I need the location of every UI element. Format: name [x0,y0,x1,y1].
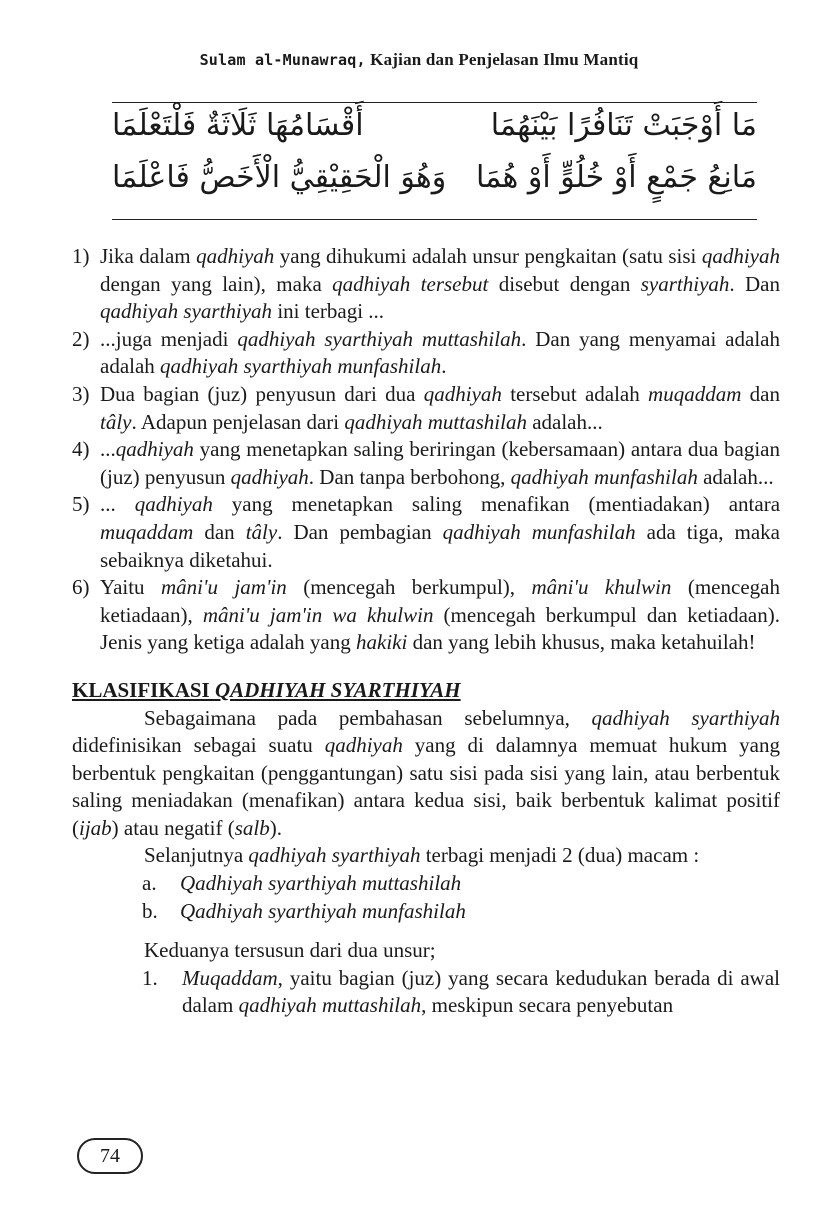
note-number: 3) [72,381,90,406]
note-item [72,574,780,657]
arabic-line1-right: مَا أَوْجَبَتْ تَنَافُرًا بَيْنَهُمَا [490,108,757,143]
page-number: 74 [77,1138,143,1174]
type-label: a. [142,871,157,896]
note-item [72,326,780,381]
section-paragraph-3: Keduanya tersusun dari dua unsur; [144,938,436,963]
type-text: Qadhiyah syarthiyah muttashilah [180,871,462,896]
note-text: ...qadhiyah yang menetapkan saling beriringan (kebersamaan) antara dua bagian (juz) penyusun qadhiyah. Dan tanpa berbohong, qadhiyah munfashilah adalah... [100,437,780,489]
note-number: 2) [72,326,90,351]
note-item [72,381,780,436]
arabic-line2-right: مَانِعُ جَمْعٍ أَوْ خُلُوٍّ أَوْ هُمَا [476,160,757,195]
section-heading: KLASIFIKASI QADHIYAH SYARTHIYAH [72,677,461,702]
element-text: Muqaddam, yaitu bagian (juz) yang secara kedudukan berada di awal dalam qadhiyah muttashilah, meskipun secara penyebutan [182,965,780,1018]
note-text: Jika dalam qadhiyah yang dihukumi adalah unsur pengkaitan (satu sisi qadhiyah dengan yang lain), maka qadhiyah tersebut disebut dengan syarthiyah. Dan qadhiyah syarthiyah ini terbagi ... [100,244,780,324]
note-number: 5) [72,492,90,517]
top-rule [112,102,757,103]
note-text: Dua bagian (juz) penyusun dari dua qadhiyah tersebut adalah muqaddam dan tâly. Adapun penjelasan dari qadhiyah muttashilah adalah... [100,381,780,434]
header-title-mono: Sulam al-Munawraq, [199,51,366,69]
arabic-line2-left: وَهُوَ الْحَقِيْقِيُّ الْأَخَصُّ فَاعْلَمَا [112,160,447,195]
note-item [72,491,780,574]
note-number: 6) [72,575,90,600]
arabic-verse-line-1 [112,108,757,143]
element-list [72,965,780,1020]
type-item [72,870,780,898]
note-number: 1) [72,244,90,268]
type-item [72,898,780,926]
note-number: 4) [72,437,90,462]
section-paragraph-1: Sebagaimana pada pembahasan sebelumnya, qadhiyah syarthiyah didefinisikan sebagai suatu qadhiyah yang di dalamnya memuat hukum yang berbentuk pengkaitan (penggantungan) satu sisi pada sisi yang lain, atau berbentuk saling meniadakan (menafikan) antara kedua sisi, baik berbentuk kalimat positif (ijab) atau negatif (salb). [72,705,781,840]
translation-notes [72,243,780,657]
note-item [72,243,780,326]
page-content [72,243,780,1020]
element-item [72,965,780,1020]
section-paragraph-2: Selanjutnya qadhiyah syarthiyah terbagi menjadi 2 (dua) macam : [144,843,700,868]
element-number: 1. [142,965,158,990]
type-text: Qadhiyah syarthiyah munfashilah [180,898,466,923]
note-item [72,436,780,491]
arabic-verse-line-2 [112,160,757,195]
note-text: ... qadhiyah yang menetapkan saling menafikan (mentiadakan) antara muqaddam dan tâly. Dan pembagian qadhiyah munfashilah ada tiga, maka sebaiknya diketahui. [100,492,781,572]
bottom-rule [112,219,757,220]
note-text: Yaitu mâni'u jam'in (mencegah berkumpul), mâni'u khulwin (mencegah ketiadaan), mâni'u jam'in wa khulwin (mencegah berkumpul dan ketiadaan). Jenis yang ketiga adalah yang hakiki dan yang lebih khusus, maka ketahuilah! [100,575,780,655]
running-header [0,50,838,70]
type-label: b. [142,898,158,923]
header-title-rest: Kajian dan Penjelasan Ilmu Mantiq [370,50,639,69]
note-text: ...juga menjadi qadhiyah syarthiyah muttashilah. Dan yang menyamai adalah adalah qadhiyah syarthiyah munfashilah. [100,326,780,379]
arabic-line1-left: أَقْسَامُهَا ثَلَاثَةٌ فَلْتَعْلَمَا [112,108,364,143]
type-list [72,870,780,925]
